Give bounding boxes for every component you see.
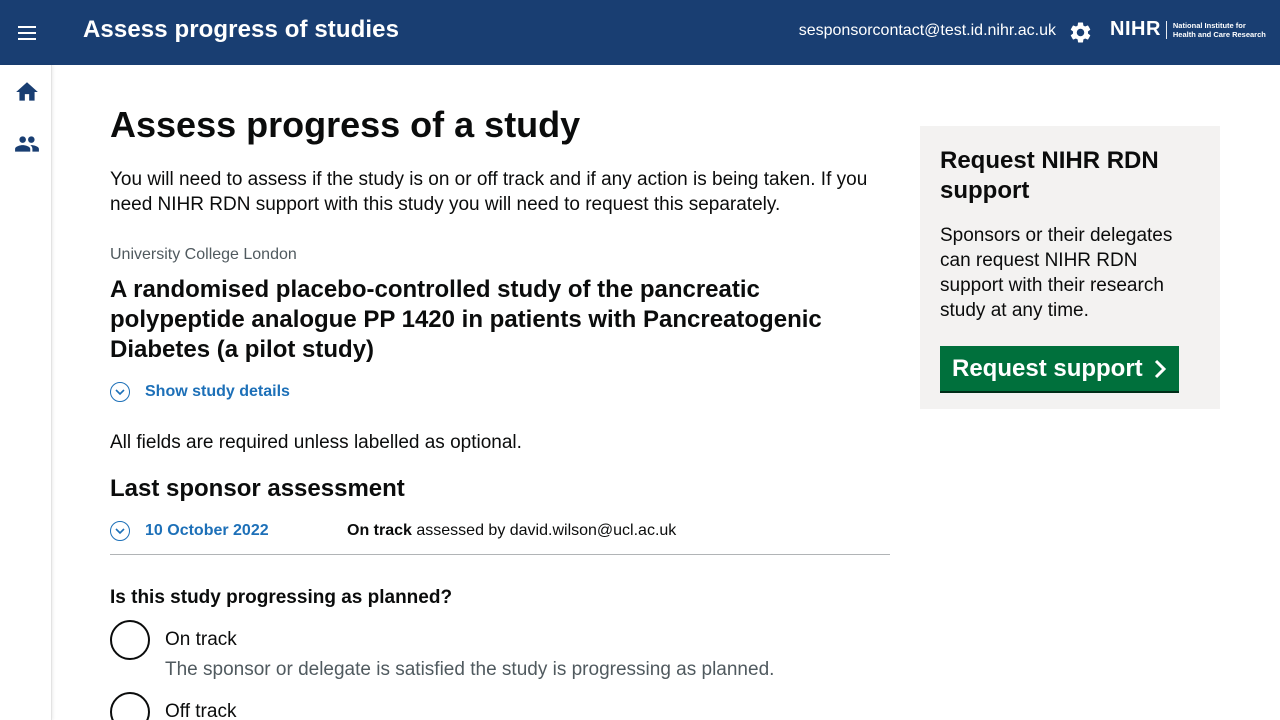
organisation-name: University College London (110, 246, 297, 263)
radio-button[interactable] (110, 620, 150, 660)
radio-on-track-text (165, 620, 774, 682)
page-title: Assess progress of a study (110, 104, 581, 145)
nihr-logo[interactable] (1110, 18, 1269, 41)
radio-button[interactable] (110, 692, 150, 720)
user-email: sesponsorcontact@test.id.nihr.ac.uk (798, 22, 1056, 39)
show-study-details-toggle[interactable] (110, 382, 290, 402)
last-assessment-summary (347, 522, 676, 540)
people-icon (14, 131, 40, 157)
menu-button[interactable] (14, 20, 40, 46)
last-assessment-assessor: assessed by david.wilson@ucl.ac.uk (416, 522, 677, 539)
radio-hint: The sponsor or delegate is satisfied the study is progressing as planned. (165, 659, 775, 680)
last-sponsor-assessment-heading: Last sponsor assessment (110, 475, 405, 502)
sidebar-item-users[interactable] (14, 131, 40, 157)
panel-body: Sponsors or their delegates can request NIHR RDN support with their research study at any time. (940, 225, 1173, 321)
chevron-down-icon (110, 382, 130, 402)
sidebar-item-home[interactable] (14, 79, 40, 105)
panel-title: Request NIHR RDN support (940, 147, 1159, 204)
chevron-down-icon (110, 521, 130, 541)
chevron-right-icon (1153, 359, 1167, 379)
logo-divider (1166, 21, 1167, 39)
logo-text: National Institute for Health and Care Research (1172, 20, 1266, 39)
hamburger-menu-icon (17, 25, 37, 41)
radio-label: On track (165, 629, 237, 650)
radio-off-track[interactable] (110, 692, 810, 720)
logo-mark: NIHR (1110, 18, 1161, 40)
last-assessment-row (110, 521, 890, 555)
radio-label: Off track (165, 701, 237, 720)
required-fields-note: All fields are required unless labelled as optional. (110, 432, 522, 453)
top-header (0, 0, 1280, 65)
last-assessment-date: 10 October 2022 (145, 522, 269, 539)
radio-on-track[interactable] (110, 620, 810, 682)
request-support-panel (920, 126, 1220, 409)
progress-question: Is this study progressing as planned? (110, 587, 453, 608)
study-title: A randomised placebo-controlled study of the pancreatic polypeptide analogue PP 1420 in patients with Pancreatogenic Diabetes (a pilot study) (110, 276, 822, 363)
show-study-details-label: Show study details (145, 383, 290, 400)
gear-icon (1068, 20, 1093, 45)
request-support-button[interactable] (940, 346, 1179, 391)
last-assessment-status: On track (347, 522, 412, 539)
home-icon (14, 79, 40, 105)
request-support-label: Request support (952, 354, 1143, 382)
intro-text: You will need to assess if the study is on or off track and if any action is being taken. If you need NIHR RDN support with this study you will need to request this separately. (110, 169, 868, 215)
radio-off-track-text (165, 692, 236, 720)
settings-button[interactable] (1068, 20, 1093, 45)
side-navigation (0, 65, 52, 720)
last-assessment-toggle[interactable] (110, 521, 269, 541)
app-title[interactable]: Assess progress of studies (83, 16, 400, 43)
